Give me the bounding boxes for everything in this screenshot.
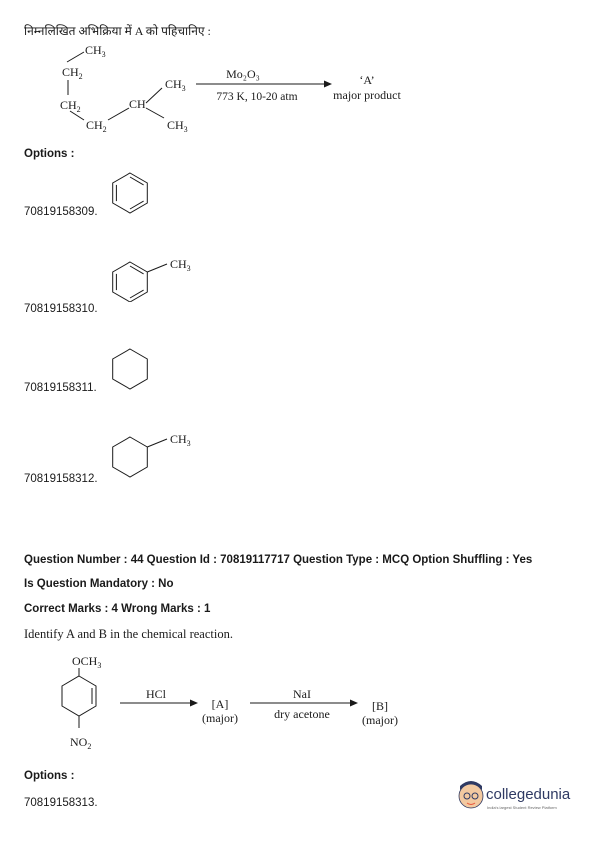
q43-option4-ch3: $CH_3$ — [170, 432, 191, 448]
q44-reaction-scheme — [0, 648, 595, 763]
q43-option4-structure — [100, 425, 210, 481]
q44-reagent2: NaI — [293, 687, 311, 701]
q43-prompt: निम्नलिखित अभिक्रिया में A को पहिचानिए : — [24, 24, 211, 38]
q44-intermediate: [A] — [211, 697, 229, 711]
q44-options-label: Options : — [24, 770, 75, 782]
q44-intermediate-note: (major) — [202, 711, 238, 725]
q43-options-label: Options : — [24, 148, 75, 160]
q44-header-line1: Question Number : 44 Question Id : 70819117717 Question Type : MCQ Option Shuffling : Yes — [24, 554, 533, 566]
q44-product: [B] — [372, 699, 388, 713]
q43-product-note: major product — [333, 88, 401, 102]
q43-option2-structure — [100, 252, 210, 302]
q43-option1-id[interactable]: 70819158309. — [24, 206, 98, 218]
q44-header-line2: Is Question Mandatory : No — [24, 578, 174, 590]
q44-reagent1: HCl — [145, 687, 167, 701]
q44-conditions2: dry acetone — [274, 707, 330, 721]
q44-prompt: Identify A and B in the chemical reaction. — [24, 627, 233, 641]
q44-no2: $NO_2$ — [70, 735, 92, 751]
q44-option1-id[interactable]: 70819158313. — [24, 797, 98, 809]
watermark-tagline: India's largest Student Review Platform — [487, 805, 557, 810]
q43-ch3-top: $CH_3$ — [85, 43, 106, 59]
q44-och3: $OCH_3$ — [72, 654, 102, 670]
q43-option3-id[interactable]: 70819158311. — [24, 382, 97, 394]
q43-reagent: Mo₂O₃ — [226, 67, 260, 81]
q43-option2-ch3: $CH_3$ — [170, 257, 191, 273]
q43-option4-id[interactable]: 70819158312. — [24, 473, 98, 485]
q43-reaction-scheme — [0, 40, 595, 140]
q44-header-line3: Correct Marks : 4 Wrong Marks : 1 — [24, 603, 211, 615]
q43-ch: CH — [129, 97, 146, 111]
q43-ch3-branch1: $CH_3$ — [165, 77, 186, 93]
watermark-brand: collegedunia — [486, 786, 571, 803]
collegedunia-watermark — [457, 778, 575, 818]
q43-ch2-2: $CH_2$ — [60, 98, 81, 114]
q43-product: ‘A’ — [359, 73, 375, 87]
q43-conditions: 773 K, 10-20 atm — [216, 91, 298, 103]
q43-option1-structure — [100, 170, 160, 216]
q43-ch2-1: $CH_2$ — [62, 65, 83, 81]
mascot-icon — [457, 778, 485, 814]
q43-ch3-branch2: $CH_3$ — [167, 118, 188, 134]
q43-option2-id[interactable]: 70819158310. — [24, 303, 98, 315]
q43-ch2-3: $CH_2$ — [86, 118, 107, 134]
q44-product-note: (major) — [362, 713, 398, 727]
q43-option3-structure — [100, 346, 160, 394]
